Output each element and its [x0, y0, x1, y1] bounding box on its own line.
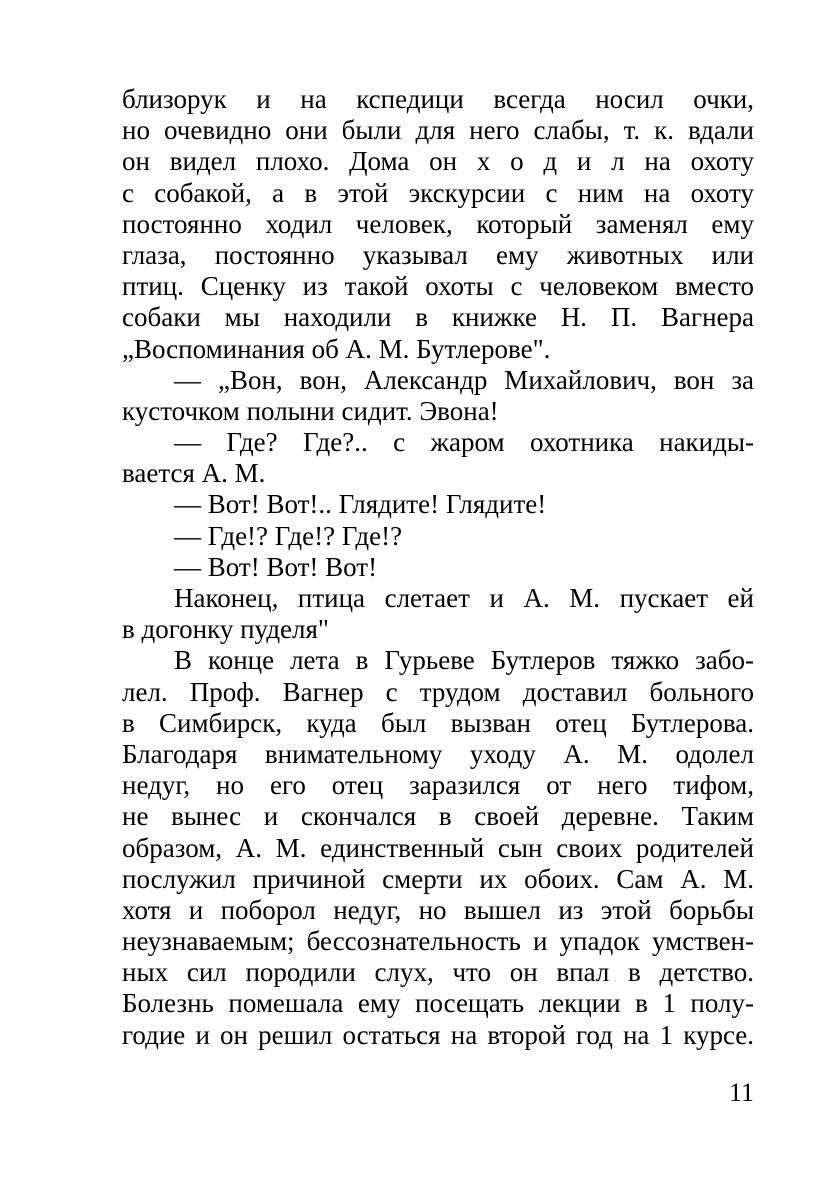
text-line: годие и он решил остаться на второй год на 1 курсе. — [122, 1019, 754, 1050]
text-line: „Воспоминания об А. М. Бутлерове". — [122, 333, 551, 364]
text-line: кусточком полыни сидит. Эвона! — [122, 395, 499, 426]
text-line: В конце лета в Гурьеве Бутлеров тяжко забо- — [174, 645, 754, 676]
text-line: — „Вон, вон, Александр Михайлович, вон за — [174, 364, 754, 395]
text-line: постоянно ходил человек, который заменял ему — [122, 208, 754, 239]
text-line: близорук и на кспедици всегда носил очки, — [122, 84, 754, 114]
text-line: послужил причиной смерти их обоих. Сам А. М. — [122, 863, 754, 894]
text-line: недуг, но его отец заразился от него тифом, — [122, 770, 754, 801]
text-line: в догонку пуделя" — [122, 614, 329, 645]
text-line: птиц. Сценку из такой охоты с человеком вместо — [122, 271, 754, 302]
text-line: в Симбирск, куда был вызван отец Бутлерова. — [122, 707, 754, 738]
body-text — [122, 84, 754, 1051]
text-line: образом, А. М. единственный сын своих родителей — [122, 832, 754, 863]
text-line: Болезнь помешала ему посещать лекции в 1 полу- — [122, 988, 754, 1019]
text-line: — Где!? Где!? Где!? — [174, 520, 403, 551]
text-line: но очевидно они были для него слабы, т. к. вдали — [122, 115, 754, 146]
text-line: не вынес и скончался в своей деревне. Таким — [122, 801, 754, 832]
text-line: лел. Проф. Вагнер с трудом доставил больного — [122, 676, 754, 707]
text-line: с собакой, а в этой экскурсии с ним на охоту — [122, 177, 754, 208]
text-line: вается А. М. — [122, 458, 266, 489]
text-line: ных сил породили слух, что он впал в детство. — [122, 957, 754, 988]
text-line: он видел плохо. Дома он х о д и л на охоту — [122, 146, 754, 177]
text-line: хотя и поборол недуг, но вышел из этой борьбы — [122, 894, 754, 925]
page-number: 11 — [728, 1078, 754, 1107]
text-line: собаки мы находили в книжке Н. П. Вагнера — [122, 302, 754, 333]
text-line: глаза, постоянно указывал ему животных или — [122, 239, 754, 270]
text-line: — Вот! Вот! Вот! — [174, 551, 378, 582]
text-line: Благодаря внимательному уходу А. М. одолел — [122, 738, 754, 769]
text-line: Наконец, птица слетает и А. М. пускает ей — [174, 583, 754, 613]
text-line: — Где? Где?.. с жаром охотника накиды- — [174, 427, 754, 458]
text-line: — Вот! Вот!.. Глядите! Глядите! — [174, 489, 547, 520]
text-line: неузнаваемым; бессознательность и упадок умствен- — [122, 926, 754, 957]
